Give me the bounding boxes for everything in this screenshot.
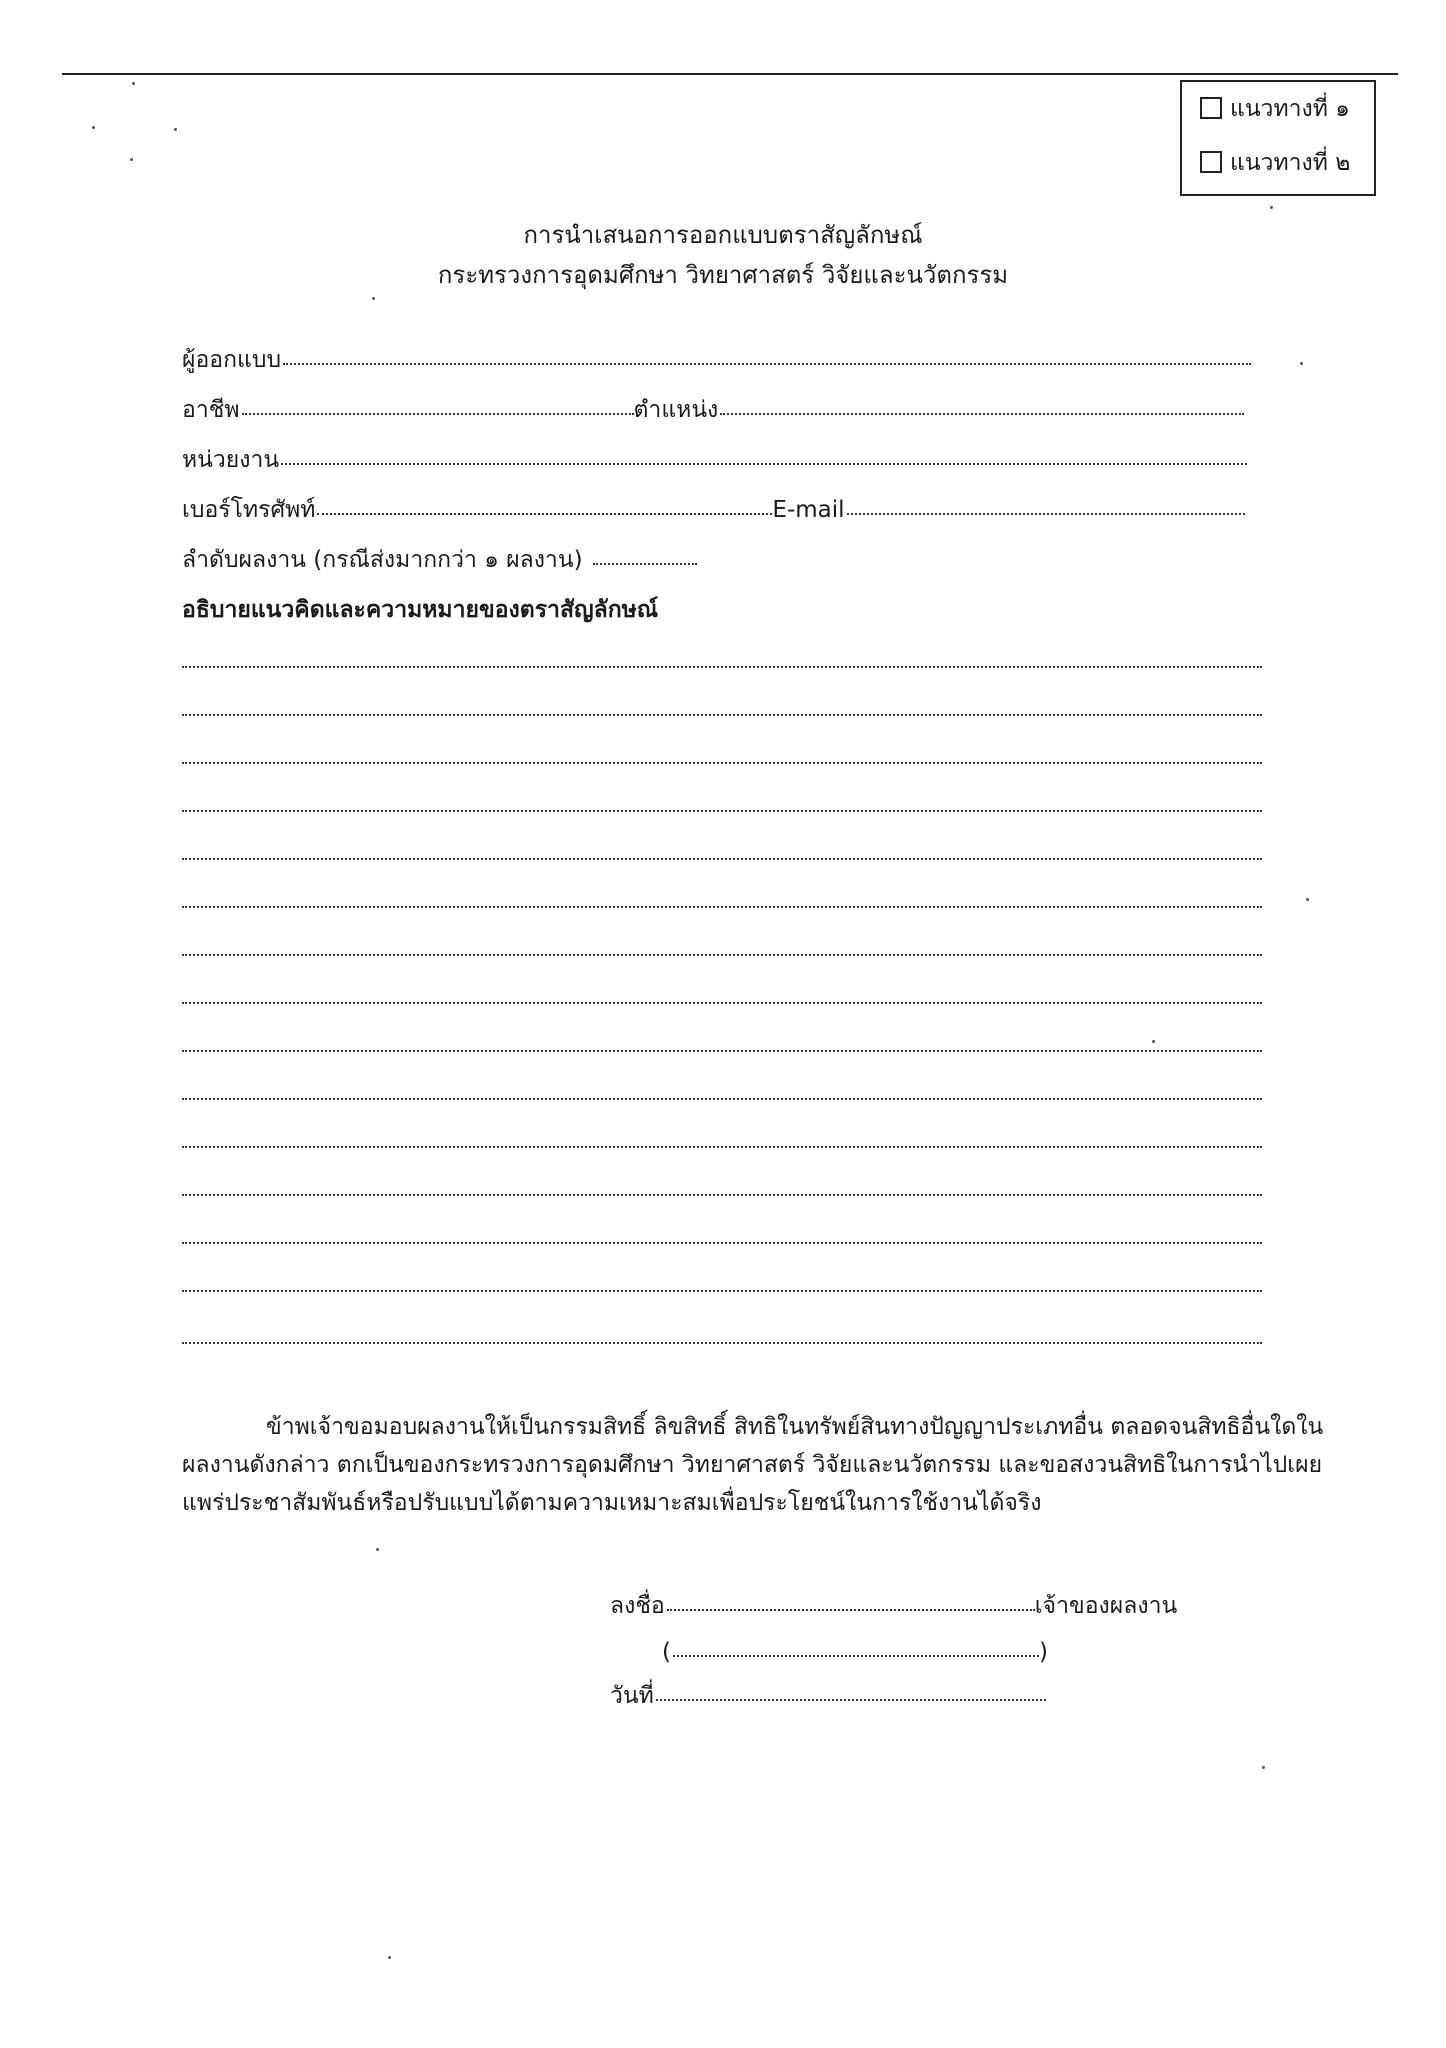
organization-blank[interactable]	[281, 462, 1247, 465]
scan-speck	[372, 297, 375, 300]
explanation-line[interactable]	[182, 714, 1262, 716]
signature-blank[interactable]	[667, 1608, 1035, 1611]
sequence-field[interactable]: ลำดับผลงาน (กรณีส่งมากกว่า ๑ ผลงาน)	[182, 544, 697, 576]
printed-name-line[interactable]: ( )	[662, 1639, 1048, 1665]
scan-speck	[174, 128, 177, 131]
sequence-blank[interactable]	[593, 562, 697, 565]
declaration-paragraph: ข้าพเจ้าขอมอบผลงานให้เป็นกรรมสิทธิ์ ลิขสิทธิ์ สิทธิในทรัพย์สินทางปัญญาประเภทอื่น ตลอดจนสิทธิอื่นใดในผลงานดังกล่าว ตกเป็นของกระทรวงการอุดมศึกษา วิทยาศาสตร์ วิจัยและนวัตกรรม และขอสงวนสิทธิในการนำไปเผยแพร่ประชาสัมพันธ์หรือปรับแบบได้ตามความเหมาะสมเพื่อประโยชน์ในการใช้งานได้จริง	[182, 1414, 1324, 1516]
top-rule	[62, 73, 1398, 75]
scan-speck	[1262, 1766, 1265, 1769]
phone-blank[interactable]	[317, 512, 772, 515]
scan-speck	[376, 1548, 379, 1551]
explanation-line[interactable]	[182, 762, 1262, 764]
explanation-line[interactable]	[182, 1194, 1262, 1196]
scan-speck	[388, 1956, 391, 1959]
scan-speck	[132, 82, 135, 85]
approach-option-1[interactable]: แนวทางที่ ๑	[1200, 94, 1350, 124]
checkbox-icon[interactable]	[1200, 97, 1222, 119]
scan-speck	[1306, 898, 1309, 901]
approach-choice-box	[1180, 80, 1376, 196]
signature-line[interactable]: ลงชื่อ เจ้าของผลงาน	[610, 1593, 1178, 1619]
printed-name-blank[interactable]	[673, 1654, 1039, 1657]
explanation-line[interactable]	[182, 858, 1262, 860]
scan-speck	[1300, 362, 1303, 365]
occupation-position-field[interactable]: อาชีพ ตำแหน่ง	[182, 394, 1244, 426]
explanation-line[interactable]	[182, 810, 1262, 812]
explanation-heading: อธิบายแนวคิดและความหมายของตราสัญลักษณ์	[182, 597, 659, 623]
occupation-blank[interactable]	[242, 412, 634, 415]
explanation-line[interactable]	[182, 1342, 1262, 1344]
page-title: การนำเสนอการออกแบบตราสัญลักษณ์	[523, 221, 923, 249]
phone-email-field[interactable]: เบอร์โทรศัพท์ E-mail	[182, 494, 1245, 526]
organization-field[interactable]: หน่วยงาน	[182, 444, 1247, 476]
explanation-line[interactable]	[182, 906, 1262, 908]
explanation-line[interactable]	[182, 1290, 1262, 1292]
explanation-line[interactable]	[182, 1098, 1262, 1100]
designer-field[interactable]: ผู้ออกแบบ	[182, 344, 1251, 376]
explanation-line[interactable]	[182, 666, 1262, 668]
explanation-line[interactable]	[182, 1146, 1262, 1148]
position-blank[interactable]	[720, 412, 1244, 415]
approach-option-2[interactable]: แนวทางที่ ๒	[1200, 148, 1350, 178]
designer-blank[interactable]	[283, 362, 1251, 365]
date-blank[interactable]	[656, 1698, 1046, 1701]
email-blank[interactable]	[847, 512, 1245, 515]
explanation-line[interactable]	[182, 954, 1262, 956]
explanation-line[interactable]	[182, 1242, 1262, 1244]
scan-speck	[92, 126, 95, 129]
scan-speck	[1270, 206, 1273, 209]
explanation-line[interactable]	[182, 1002, 1262, 1004]
date-line[interactable]: วันที่	[610, 1680, 1046, 1712]
page-subtitle: กระทรวงการอุดมศึกษา วิทยาศาสตร์ วิจัยและนวัตกรรม	[437, 261, 1009, 289]
scan-speck	[130, 158, 133, 161]
scan-speck	[1152, 1040, 1155, 1043]
checkbox-icon[interactable]	[1200, 151, 1222, 173]
explanation-line[interactable]	[182, 1050, 1262, 1052]
